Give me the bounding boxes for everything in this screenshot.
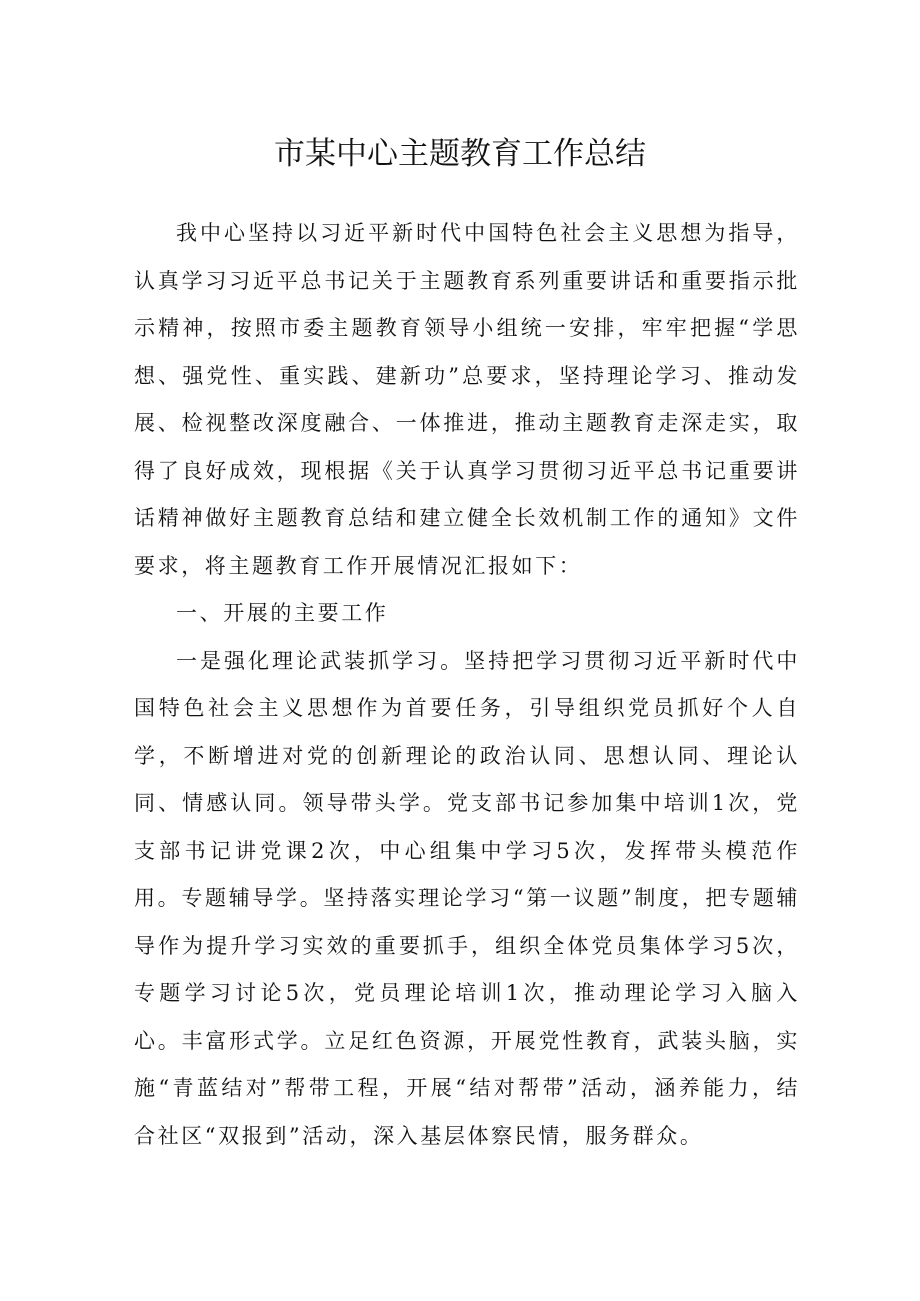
document-title: 市某中心主题教育工作总结 <box>274 136 646 172</box>
document-body <box>134 210 800 1160</box>
section-heading: 一、开展的主要工作 <box>176 601 389 625</box>
intro-paragraph: 我中心坚持以习近平新时代中国特色社会主义思想为指导，认真学习习近平总书记关于主题教育系列重要讲话和重要指示批示精神，按照市委主题教育领导小组统一安排，牢牢把握“学思想、强党性、重实践、建新功”总要求，坚持理论学习、推动发展、检视整改深度融合、一体推进，推动主题教育走深走实，取得了良好成效，现根据《关于认真学习贯彻习近平总书记重要讲话精神做好主题教育总结和建立健全长效机制工作的通知》文件要求，将主题教育工作开展情况汇报如下： <box>134 221 800 578</box>
body-paragraph: 一是强化理论武装抓学习。坚持把学习贯彻习近平新时代中国特色社会主义思想作为首要任务，引导组织党员抓好个人自学，不断增进对党的创新理论的政治认同、思想认同、理论认同、情感认同。领导带头学。党支部书记参加集中培训1次，党支部书记讲党课2次，中心组集中学习5次，发挥带头模范作用。专题辅导学。坚持落实理论学习“第一议题”制度，把专题辅导作为提升学习实效的重要抓手，组织全体党员集体学习5次，专题学习讨论5次，党员理论培训1次，推动理论学习入脑入心。丰富形式学。立足红色资源，开展党性教育，武装头脑，实施“青蓝结对”帮带工程，开展“结对帮带”活动，涵养能力，结合社区“双报到”活动，深入基层体察民情，服务群众。 <box>134 648 800 1148</box>
